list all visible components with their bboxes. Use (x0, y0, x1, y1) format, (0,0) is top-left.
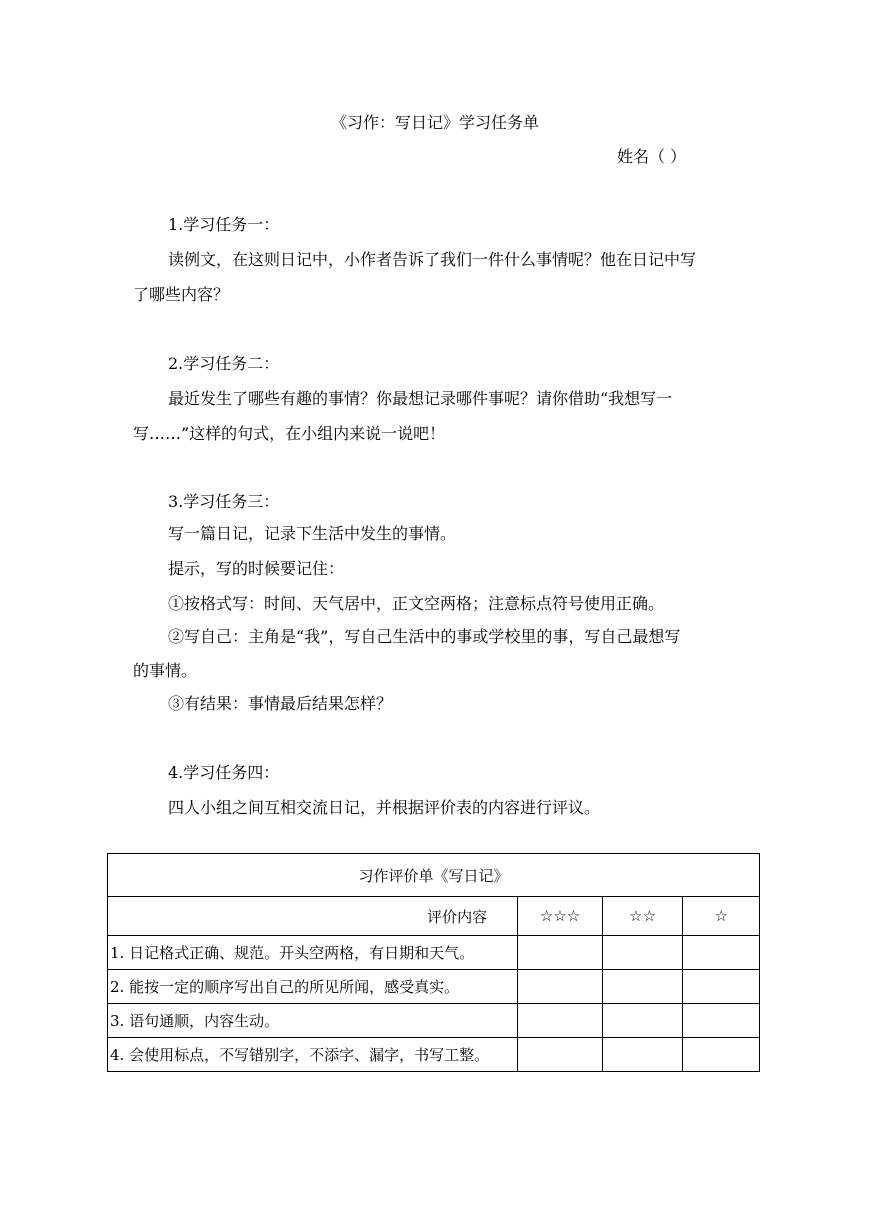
rating-cell-one-star[interactable] (683, 936, 760, 970)
page-title: 《习作：写日记》学习任务单 (330, 113, 539, 132)
rating-cell-one-star[interactable] (683, 970, 760, 1004)
header-one-star: ☆ (683, 897, 760, 936)
rating-cell-three-stars[interactable] (518, 1004, 603, 1038)
table-row (108, 936, 760, 970)
table-header-row (108, 897, 760, 936)
task-3-heading: 3.学习任务三： (168, 492, 280, 511)
task-1-line-2: 了哪些内容？ (133, 285, 230, 304)
header-two-stars: ☆☆ (602, 897, 683, 936)
table-caption-row (108, 854, 760, 897)
rating-cell-two-stars[interactable] (602, 970, 683, 1004)
rating-cell-two-stars[interactable] (602, 1038, 683, 1072)
table-row (108, 1038, 760, 1072)
task-3-line-2: 提示，写的时候要记住： (168, 559, 345, 578)
task-2-line-2: 写……”这样的句式，在小组内来说一说吧！ (133, 424, 446, 443)
task-4-heading: 4.学习任务四： (168, 763, 280, 782)
task-3-line-6: ③有结果：事情最后结果怎样？ (168, 694, 393, 713)
task-3-line-1: 写一篇日记，记录下生活中发生的事情。 (168, 524, 457, 543)
rating-cell-two-stars[interactable] (602, 1004, 683, 1038)
name-field-label: 姓名（ ） (617, 147, 687, 166)
evaluation-table (107, 853, 760, 1072)
rating-cell-two-stars[interactable] (602, 936, 683, 970)
header-three-stars: ☆☆☆ (518, 897, 603, 936)
rating-cell-one-star[interactable] (683, 1038, 760, 1072)
rating-cell-three-stars[interactable] (518, 1038, 603, 1072)
table-row (108, 970, 760, 1004)
task-3-line-5: 的事情。 (133, 661, 198, 680)
criterion-3: 3. 语句通顺，内容生动。 (108, 1004, 518, 1038)
task-2-heading: 2.学习任务二： (168, 354, 280, 373)
criterion-1: 1. 日记格式正确、规范。开头空两格，有日期和天气。 (108, 936, 518, 970)
header-evaluation-content: 评价内容 (108, 897, 518, 936)
task-1-line-1: 读例文，在这则日记中，小作者告诉了我们一件什么事情呢？他在日记中写 (168, 250, 697, 269)
table-caption: 习作评价单《写日记》 (108, 854, 760, 897)
rating-cell-one-star[interactable] (683, 1004, 760, 1038)
task-2-line-1: 最近发生了哪些有趣的事情？你最想记录哪件事呢？请你借助“我想写一 (168, 389, 673, 408)
table-row (108, 1004, 760, 1038)
rating-cell-three-stars[interactable] (518, 936, 603, 970)
task-1-heading: 1.学习任务一： (168, 215, 280, 234)
rating-cell-three-stars[interactable] (518, 970, 603, 1004)
criterion-2: 2. 能按一定的顺序写出自己的所见所闻，感受真实。 (108, 970, 518, 1004)
task-4-line-1: 四人小组之间互相交流日记，并根据评价表的内容进行评议。 (168, 798, 601, 817)
criterion-4: 4. 会使用标点，不写错别字，不添字、漏字，书写工整。 (108, 1038, 518, 1072)
task-3-line-3: ①按格式写：时间、天气居中，正文空两格；注意标点符号使用正确。 (168, 594, 665, 613)
task-3-line-4: ②写自己：主角是“我”，写自己生活中的事或学校里的事，写自己最想写 (168, 627, 681, 646)
